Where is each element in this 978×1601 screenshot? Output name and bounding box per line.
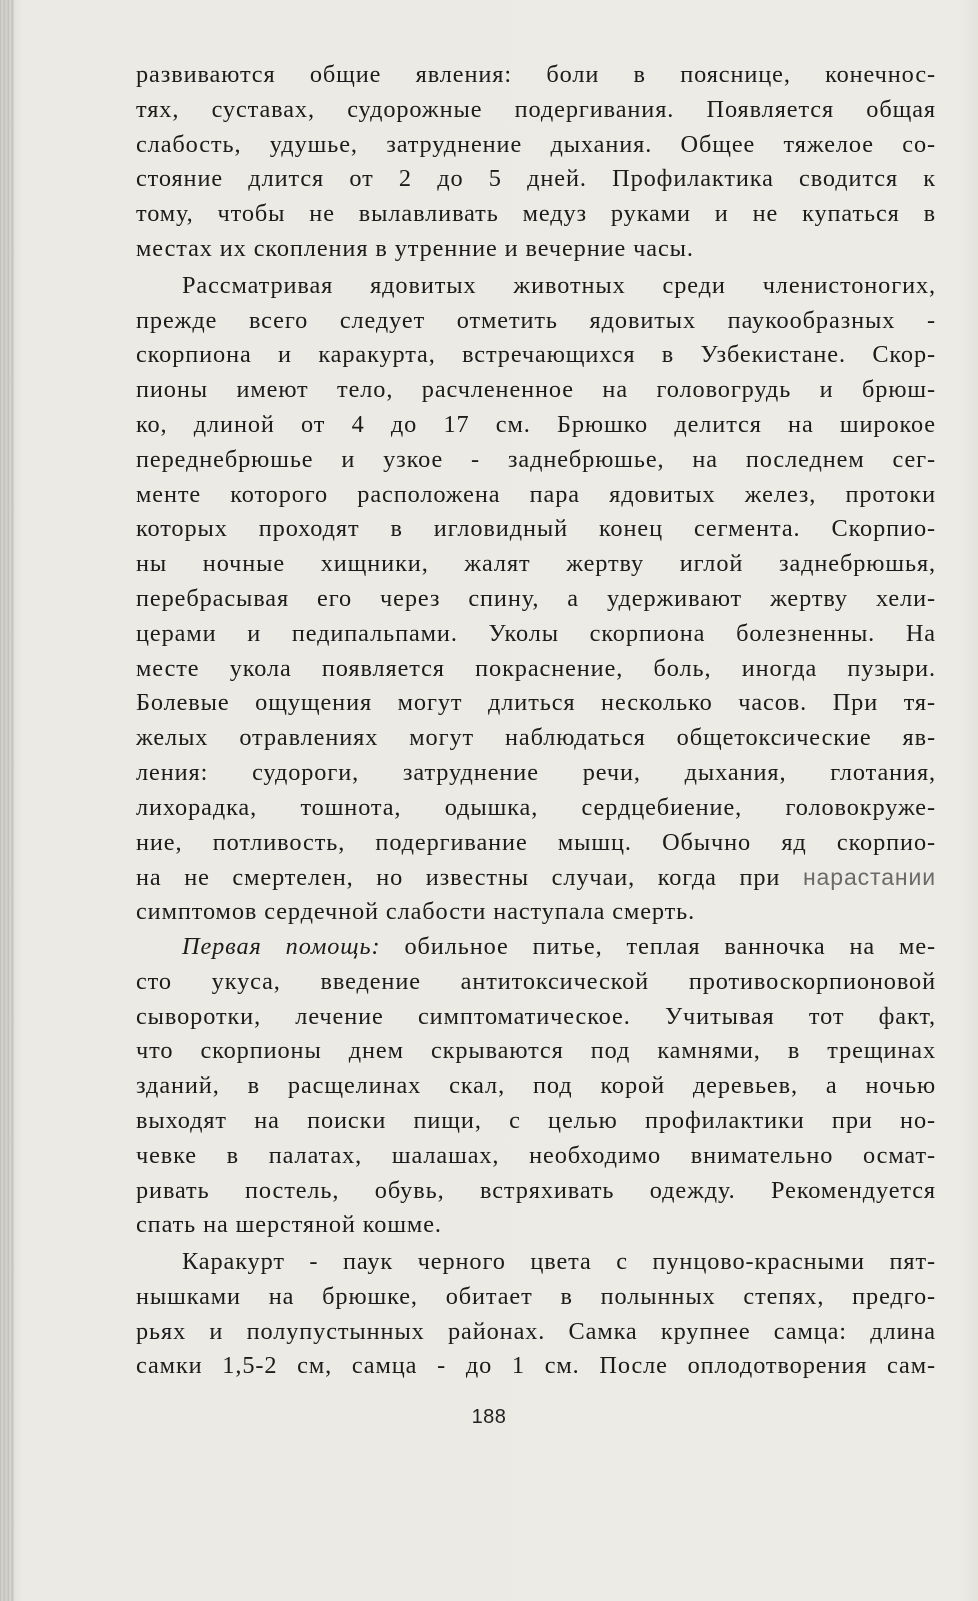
text-line: тях, суставах, судорожные подергивания. Появляется общая — [136, 95, 936, 123]
text-line-rest: обильное питье, теплая ванночка на ме- — [404, 932, 936, 960]
text-line: местах их скопления в утренние и вечерние часы. — [136, 234, 694, 262]
text-line: лихорадка, тошнота, одышка, сердцебиение, головокруже- — [136, 793, 936, 821]
text-line: нышками на брюшке, обитает в полынных степях, предго- — [136, 1282, 936, 1310]
paragraph-2 — [136, 269, 936, 930]
text-line: симптомов сердечной слабости наступала смерть. — [136, 898, 696, 926]
italic-lead: Первая помощь: — [182, 932, 381, 960]
text-line: ны ночные хищники, жалят жертву иглой заднебрюшья, — [136, 550, 936, 578]
text-line: пионы имеют тело, расчлененное на головогрудь и брюш- — [136, 376, 936, 404]
text-line: переднебрюшье и узкое - заднебрюшье, на последнем сег- — [136, 445, 936, 473]
text-line: развиваются общие явления: боли в пояснице, конечнос- — [136, 61, 936, 88]
text-line: спать на шерстяной кошме. — [136, 1211, 442, 1239]
text-line: ривать постель, обувь, встряхивать одежду. Рекомендуется — [136, 1176, 936, 1204]
text-line: прежде всего следует отметить ядовитых паукообразных - — [136, 306, 936, 334]
text-line: ние, потливость, подергивание мышц. Обычно яд скорпио- — [136, 828, 936, 856]
text-line: сыворотки, лечение симптоматическое. Учитывая тот факт, — [136, 1002, 936, 1030]
text-line: рьях и полупустынных районах. Самка крупнее самца: длина — [136, 1317, 936, 1345]
text-line: Болевые ощущения могут длиться несколько часов. При тя- — [136, 689, 936, 717]
text-line: слабость, удушье, затруднение дыхания. Общее тяжелое со- — [136, 130, 936, 158]
page-number: 188 — [471, 1406, 507, 1428]
text-line: ления: судороги, затруднение речи, дыхания, глотания, — [136, 758, 936, 786]
faded-word: нарастании — [802, 864, 936, 891]
paragraph-1 — [136, 58, 936, 267]
text-line: тому, чтобы не вылавливать медуз руками и не купаться в — [136, 200, 936, 228]
text-line: сто укуса, введение антитоксической противоскорпионовой — [136, 967, 936, 995]
text-line: чевке в палатах, шалашах, необходимо внимательно осмат- — [136, 1141, 936, 1169]
text-line: ко, длиной от 4 до 17 см. Брюшко делится на широкое — [136, 410, 936, 438]
text-line — [136, 860, 936, 895]
paragraph-4 — [136, 1245, 936, 1384]
text-line: менте которого расположена пара ядовитых желез, протоки — [136, 480, 936, 508]
text-line: стояние длится от 2 до 5 дней. Профилактика сводится к — [136, 165, 936, 193]
text-line-start: на не смертелен, но известны случаи, когда при — [136, 864, 781, 892]
text-line: церами и педипальпами. Уколы скорпиона болезненны. На — [136, 619, 936, 647]
text-line: самки 1,5-2 см, самца - до 1 см. После оплодотворения сам- — [136, 1352, 936, 1380]
text-line: скорпиона и каракурта, встречающихся в Узбекистане. Скор- — [136, 341, 936, 369]
text-line: зданий, в расщелинах скал, под корой деревьев, а ночью — [136, 1072, 936, 1100]
text-line: Каракурт - паук черного цвета с пунцово-красными пят- — [182, 1248, 936, 1276]
text-line: что скорпионы днем скрываются под камнями, в трещинах — [136, 1037, 936, 1065]
text-line: месте укола появляется покраснение, боль, иногда пузыри. — [136, 654, 936, 682]
text-line: Рассматривая ядовитых животных среди членистоногих, — [182, 271, 936, 299]
body-text — [136, 58, 936, 1384]
text-line: которых проходят в игловидный конец сегмента. Скорпио- — [136, 515, 936, 543]
text-line: выходят на поиски пищи, с целью профилактики при но- — [136, 1106, 936, 1134]
text-line — [136, 930, 936, 965]
paragraph-3 — [136, 930, 936, 1243]
text-line: желых отравлениях могут наблюдаться общетоксические яв- — [136, 724, 936, 752]
book-spine-edge — [0, 0, 14, 1601]
text-line: перебрасывая его через спину, а удерживают жертву хели- — [136, 584, 936, 612]
